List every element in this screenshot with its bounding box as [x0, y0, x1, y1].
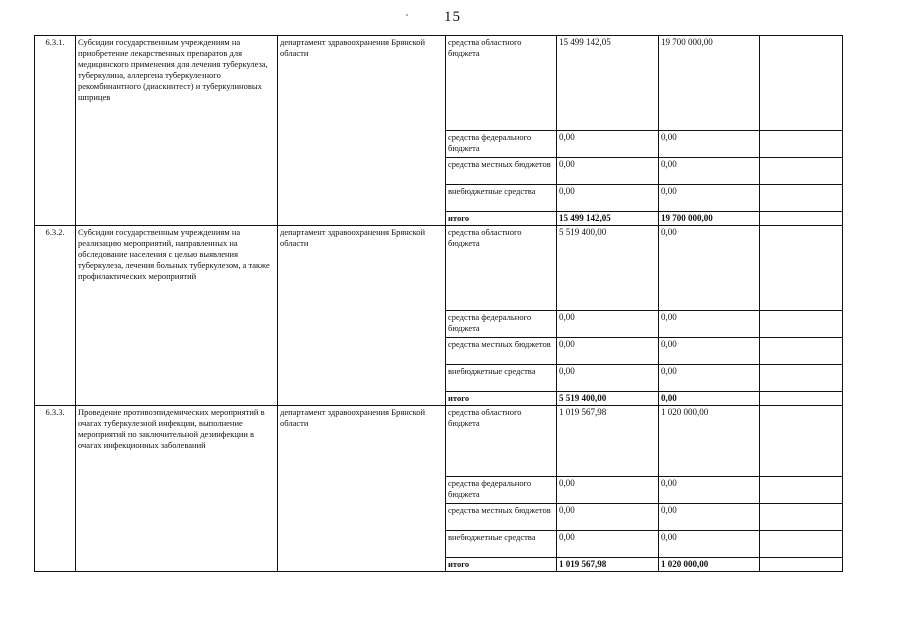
funding-source: средства областного бюджета — [446, 36, 557, 131]
amount-year-2: 1 020 000,00 — [659, 558, 760, 572]
funding-row — [35, 406, 843, 477]
funding-source: средства областного бюджета — [446, 406, 557, 477]
amount-year-3 — [760, 311, 843, 338]
activity-name: Проведение противоэпидемических мероприятий в очагах туберкулезной инфекции, выполнение мероприятий по заключительной дезинфекции в очагах инфекционных заболеваний — [76, 406, 278, 572]
amount-year-2: 0,00 — [659, 365, 760, 392]
amount-year-1: 0,00 — [557, 531, 659, 558]
funding-source: внебюджетные средства — [446, 365, 557, 392]
amount-year-3 — [760, 558, 843, 572]
budget-table — [34, 35, 843, 572]
funding-source: внебюджетные средства — [446, 531, 557, 558]
amount-year-3 — [760, 365, 843, 392]
amount-year-2: 0,00 — [659, 504, 760, 531]
section-code: 6.3.1. — [35, 36, 76, 226]
amount-year-3 — [760, 392, 843, 406]
funding-source: итого — [446, 558, 557, 572]
amount-year-3 — [760, 406, 843, 477]
amount-year-3 — [760, 504, 843, 531]
page-number: 15 — [444, 9, 461, 25]
funding-source: итого — [446, 212, 557, 226]
amount-year-2: 19 700 000,00 — [659, 212, 760, 226]
amount-year-1: 1 019 567,98 — [557, 558, 659, 572]
funding-source: средства федерального бюджета — [446, 131, 557, 158]
amount-year-2: 0,00 — [659, 392, 760, 406]
funding-source: средства федерального бюджета — [446, 311, 557, 338]
amount-year-2: 0,00 — [659, 185, 760, 212]
amount-year-1: 0,00 — [557, 185, 659, 212]
section-code: 6.3.3. — [35, 406, 76, 572]
amount-year-1: 0,00 — [557, 504, 659, 531]
amount-year-2: 0,00 — [659, 311, 760, 338]
funding-source: средства федерального бюджета — [446, 477, 557, 504]
executor: департамент здравоохранения Брянской области — [278, 36, 446, 226]
amount-year-3 — [760, 226, 843, 311]
amount-year-2: 0,00 — [659, 131, 760, 158]
amount-year-1: 1 019 567,98 — [557, 406, 659, 477]
amount-year-1: 0,00 — [557, 365, 659, 392]
amount-year-1: 0,00 — [557, 131, 659, 158]
funding-source: средства местных бюджетов — [446, 338, 557, 365]
amount-year-2: 0,00 — [659, 226, 760, 311]
funding-row — [35, 226, 843, 311]
amount-year-2: 0,00 — [659, 531, 760, 558]
amount-year-3 — [760, 338, 843, 365]
amount-year-1: 0,00 — [557, 338, 659, 365]
funding-source: средства областного бюджета — [446, 226, 557, 311]
scan-dot — [406, 14, 408, 16]
funding-source: внебюджетные средства — [446, 185, 557, 212]
amount-year-3 — [760, 36, 843, 131]
activity-name: Субсидии государственным учреждениям на приобретение лекарственных препаратов для медицинского применения для лечения туберкулеза, туберкулина, аллергена туберкулезного рекомбинантного (диаскинтест) и туберкулиновых шприцев — [76, 36, 278, 226]
amount-year-1: 5 519 400,00 — [557, 392, 659, 406]
amount-year-3 — [760, 185, 843, 212]
funding-row — [35, 36, 843, 131]
amount-year-1: 15 499 142,05 — [557, 212, 659, 226]
amount-year-2: 0,00 — [659, 338, 760, 365]
amount-year-1: 0,00 — [557, 477, 659, 504]
amount-year-3 — [760, 131, 843, 158]
funding-source: средства местных бюджетов — [446, 158, 557, 185]
funding-source: средства местных бюджетов — [446, 504, 557, 531]
amount-year-1: 0,00 — [557, 158, 659, 185]
amount-year-3 — [760, 212, 843, 226]
amount-year-2: 1 020 000,00 — [659, 406, 760, 477]
amount-year-1: 0,00 — [557, 311, 659, 338]
executor: департамент здравоохранения Брянской области — [278, 406, 446, 572]
amount-year-1: 5 519 400,00 — [557, 226, 659, 311]
amount-year-1: 15 499 142,05 — [557, 36, 659, 131]
funding-source: итого — [446, 392, 557, 406]
amount-year-3 — [760, 158, 843, 185]
executor: департамент здравоохранения Брянской области — [278, 226, 446, 406]
section-code: 6.3.2. — [35, 226, 76, 406]
amount-year-3 — [760, 531, 843, 558]
amount-year-2: 0,00 — [659, 477, 760, 504]
amount-year-2: 0,00 — [659, 158, 760, 185]
activity-name: Субсидии государственным учреждениям на реализацию мероприятий, направленных на обследование населения с целью выявления туберкулеза, лечения больных туберкулезом, а также профилактических мероприятий — [76, 226, 278, 406]
amount-year-2: 19 700 000,00 — [659, 36, 760, 131]
amount-year-3 — [760, 477, 843, 504]
